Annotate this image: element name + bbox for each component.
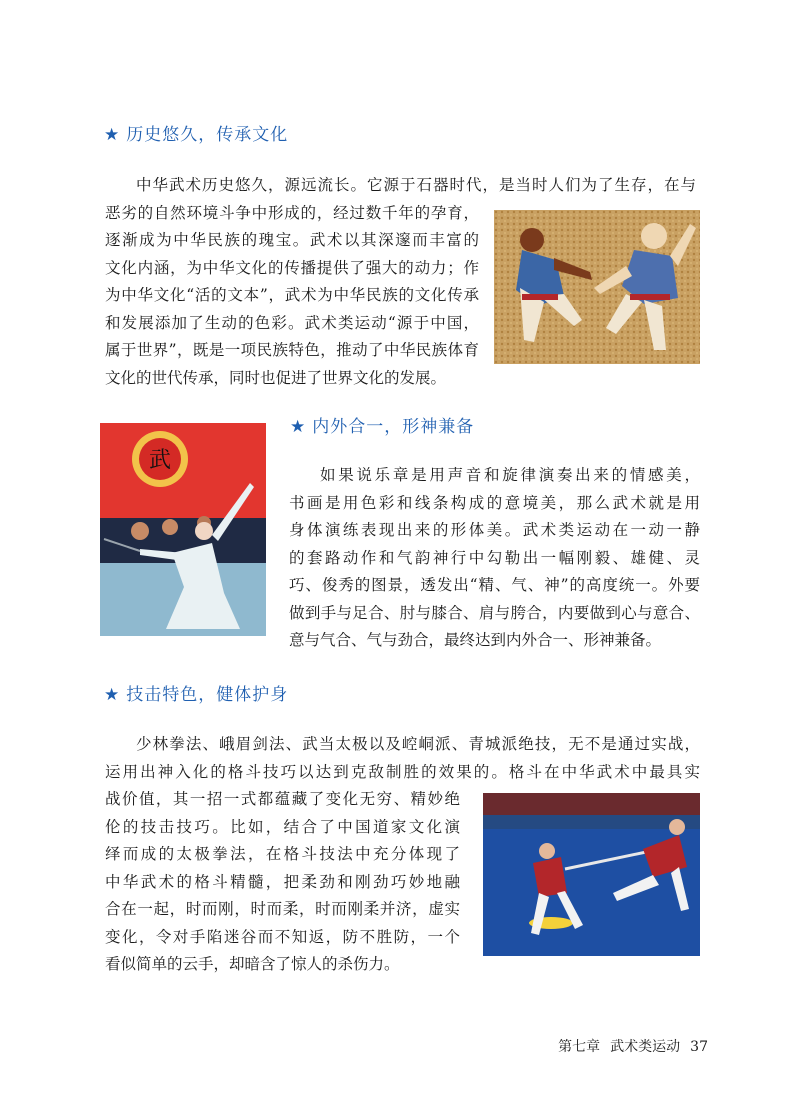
paragraph-line: 做到手与足合、肘与膝合、肩与胯合，内要做到心与意合、: [289, 603, 700, 622]
paragraph-line: 身体演练表现出来的形体美。武术类运动在一动一静: [289, 521, 700, 539]
paragraph-line: 为中华文化“活的文本”，武术为中华民族的文化传承: [105, 286, 479, 304]
wushu-performer-photo: [100, 423, 266, 636]
paragraph-line: 逐渐成为中华民族的瑰宝。武术以其深邃而丰富的: [105, 231, 479, 249]
paragraph-line: 变化，令对手陷迷谷而不知返，防不胜防，一个: [105, 927, 460, 946]
section-heading-text: 技击特色，健体护身: [126, 685, 289, 705]
section-heading-combat: [104, 680, 288, 705]
mural-photo: [494, 210, 700, 364]
paragraph-line: 的套路动作和气韵神行中勾勒出一幅刚毅、雄健、灵: [289, 548, 700, 567]
paragraph-line: 看似简单的云手，却暗含了惊人的杀伤力。: [105, 955, 400, 973]
section-heading-text: 历史悠久，传承文化: [126, 125, 289, 145]
paragraph-line: 绎而成的太极拳法，在格斗技法中充分体现了: [105, 845, 460, 863]
paragraph-line: 伦的技击技巧。比如，结合了中国道家文化演: [105, 817, 460, 836]
section-paragraph-combat-wrap: [105, 786, 460, 979]
page-number: 37: [690, 1039, 708, 1055]
paragraph-line: 属于世界”，既是一项民族特色，推动了中华民族体育: [105, 341, 479, 359]
star-icon: ★: [104, 685, 121, 705]
paragraph-line: 少林拳法、峨眉剑法、武当太极以及崆峒派、青城派绝技，无不是通过实战，: [136, 735, 700, 753]
paragraph-line: 运用出神入化的格斗技巧以达到克敌制胜的效果的。格斗在中华武术中最具实: [105, 762, 700, 781]
paragraph-line: 中华武术历史悠久，源远流长。它源于石器时代，是当时人们为了生存，在与: [136, 176, 696, 194]
section-paragraph-combat: [105, 731, 700, 786]
paragraph-line: 文化的世代传承，同时也促进了世界文化的发展。: [105, 368, 447, 387]
page-footer: [548, 1036, 708, 1056]
paragraph-line: 书画是用色彩和线条构成的意境美，那么武术就是用: [289, 493, 700, 512]
star-icon: ★: [104, 125, 121, 145]
star-icon: ★: [290, 417, 307, 437]
paragraph-line: 意与气合、气与劲合，最终达到内外合一、形神兼备。: [289, 631, 662, 649]
section-heading-unity: [290, 412, 474, 437]
paragraph-line: 和发展添加了生动的色彩。武术类运动“源于中国，: [105, 313, 479, 332]
section-heading-history: [104, 120, 288, 145]
paragraph-line: 恶劣的自然环境斗争中形成的，经过数千年的孕育，: [105, 203, 479, 222]
paragraph-line: 中华武术的格斗精髓，把柔劲和刚劲巧妙地融: [105, 872, 460, 891]
paragraph-line: 文化内涵，为中华文化的传播提供了强大的动力；作: [105, 258, 479, 277]
footer-title: 武术类运动: [610, 1039, 681, 1055]
paragraph-line: 巧、俊秀的图景，透发出“精、气、神”的高度统一。外要: [289, 576, 700, 594]
banner-character: 武: [148, 448, 172, 473]
section-heading-text: 内外合一，形神兼备: [312, 417, 475, 437]
section-paragraph-history: [105, 172, 696, 200]
section-paragraph-history-wrap: [105, 200, 479, 393]
footer-chapter: 第七章: [558, 1039, 601, 1055]
paragraph-line: 战价值，其一招一式都蕴藏了变化无穷、精妙绝: [105, 790, 460, 808]
section-paragraph-unity: [289, 462, 700, 655]
paragraph-line: 如果说乐章是用声音和旋律演奏出来的情感美，: [320, 466, 700, 484]
paragraph-line: 合在一起，时而刚，时而柔，时而刚柔并济，虚实: [105, 900, 460, 918]
sparring-photo: [483, 793, 700, 956]
